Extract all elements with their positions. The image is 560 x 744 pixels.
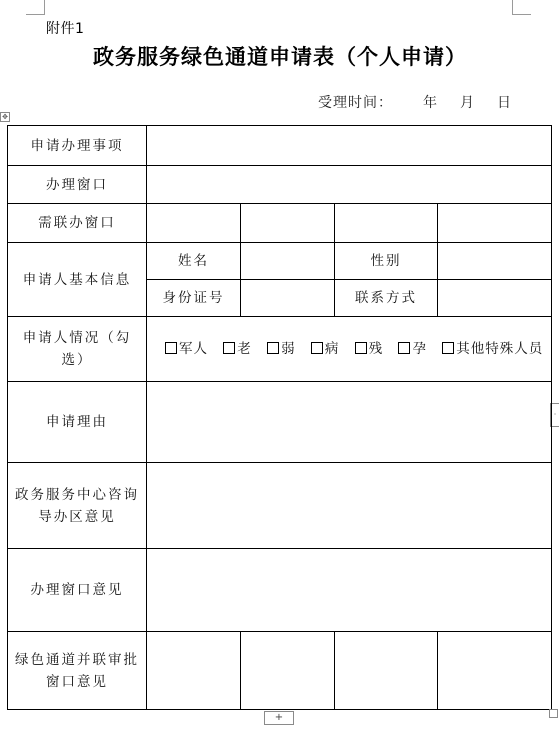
checkbox-icon[interactable] — [267, 342, 279, 354]
item-label: 申请办理事项 — [8, 126, 147, 166]
option-military[interactable]: 军人 — [165, 341, 208, 357]
window-opinion-cell[interactable] — [147, 549, 552, 632]
add-row-button[interactable]: + — [264, 711, 294, 725]
contact-label: 联系方式 — [335, 280, 438, 317]
page-title: 政务服务绿色通道申请表（个人申请） — [93, 44, 467, 69]
joint-window-label: 需联办窗口 — [8, 204, 147, 243]
application-form-table — [7, 125, 552, 710]
green-opinion-label: 绿色通道并联审批窗口意见 — [8, 632, 147, 710]
table-resize-handle[interactable] — [549, 709, 558, 718]
year-label: 年 — [423, 95, 438, 111]
window-label: 办理窗口 — [8, 166, 147, 204]
checkbox-icon[interactable] — [165, 342, 177, 354]
option-weak[interactable]: 弱 — [267, 341, 296, 357]
name-input-cell[interactable] — [241, 243, 335, 280]
option-disabled[interactable]: 残 — [355, 341, 384, 357]
option-elderly[interactable]: 老 — [223, 341, 252, 357]
table-row — [8, 126, 552, 166]
accept-time — [318, 92, 512, 112]
page-corner-mark-right — [512, 0, 531, 15]
id-label: 身份证号 — [147, 280, 241, 317]
reason-label: 申请理由 — [8, 382, 147, 463]
basic-info-label: 申请人基本信息 — [8, 243, 147, 317]
id-input-cell[interactable] — [241, 280, 335, 317]
center-opinion-cell[interactable] — [147, 463, 552, 549]
green-opinion-cell-2[interactable] — [241, 632, 335, 710]
attachment-label: 附件1 — [46, 21, 85, 37]
table-row — [8, 166, 552, 204]
table-row — [8, 317, 552, 382]
gender-input-cell[interactable] — [438, 243, 552, 280]
window-input-cell[interactable] — [147, 166, 552, 204]
checkbox-icon[interactable] — [223, 342, 235, 354]
joint-window-cell-2[interactable] — [241, 204, 335, 243]
gender-label: 性别 — [335, 243, 438, 280]
table-row — [8, 243, 552, 280]
table-move-icon[interactable]: ✥ — [0, 112, 10, 122]
option-pregnant[interactable]: 孕 — [398, 341, 427, 357]
center-opinion-label: 政务服务中心咨询导办区意见 — [8, 463, 147, 549]
checkbox-icon[interactable] — [311, 342, 323, 354]
situation-label: 申请人情况（勾选） — [8, 317, 147, 382]
green-opinion-cell-4[interactable] — [438, 632, 552, 710]
option-other[interactable]: 其他特殊人员 — [442, 341, 543, 357]
joint-window-cell-1[interactable] — [147, 204, 241, 243]
checkbox-icon[interactable] — [442, 342, 454, 354]
table-row — [8, 204, 552, 243]
green-opinion-cell-1[interactable] — [147, 632, 241, 710]
month-label: 月 — [460, 95, 475, 111]
table-row — [8, 463, 552, 549]
table-row — [8, 549, 552, 632]
joint-window-cell-4[interactable] — [438, 204, 552, 243]
window-opinion-label: 办理窗口意见 — [8, 549, 147, 632]
joint-window-cell-3[interactable] — [335, 204, 438, 243]
checkbox-icon[interactable] — [398, 342, 410, 354]
checkbox-icon[interactable] — [355, 342, 367, 354]
table-row — [8, 382, 552, 463]
day-label: 日 — [497, 95, 512, 111]
table-side-handle[interactable]: · — [550, 403, 559, 427]
page-corner-mark-left — [26, 0, 45, 15]
situation-options — [147, 317, 552, 382]
reason-input-cell[interactable] — [147, 382, 552, 463]
table-row — [8, 632, 552, 710]
green-opinion-cell-3[interactable] — [335, 632, 438, 710]
accept-time-label: 受理时间： — [318, 95, 393, 111]
option-sick[interactable]: 病 — [311, 341, 340, 357]
item-input-cell[interactable] — [147, 126, 552, 166]
name-label: 姓名 — [147, 243, 241, 280]
contact-input-cell[interactable] — [438, 280, 552, 317]
